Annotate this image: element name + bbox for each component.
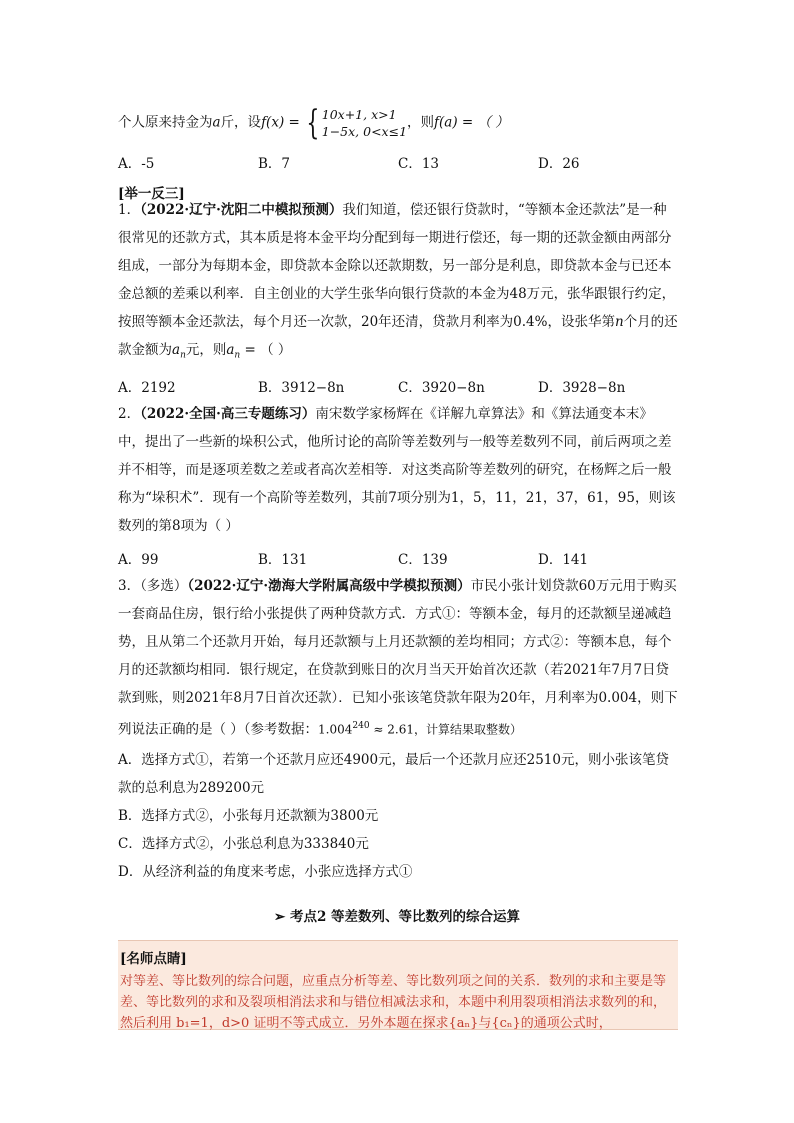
question-2	[118, 400, 678, 540]
function-a: f(a) = （ ）	[434, 114, 509, 131]
function-label: f(x) =	[261, 114, 305, 131]
question-1	[118, 196, 678, 370]
q3-option-b[interactable]: B．选择方式②，小张每月还款额为3800元	[118, 808, 379, 824]
q3-ref-exp: 240	[352, 721, 370, 731]
q3-source: （2022·辽宁·渤海大学附属高级中学模拟预测）	[187, 578, 471, 594]
intro-text-mid: 斤，设	[220, 114, 262, 131]
q3-ref-rest: ≈ 2.61，计算结果取整数）	[369, 722, 522, 737]
q1-blank: = （ ）	[240, 342, 292, 358]
var-a: a	[212, 114, 221, 131]
case-1: 10x+1, x>1	[321, 107, 397, 122]
tip-box-text: 对等差、等比数列的综合问题，应重点分析等差、等比数列项之间的关系．数列的求和主要是等差、等比数列的求和及裂项相消法求和与错位相减法求和，本题中利用裂项相消法求数列的和，然后利用 b₁=1，d>0 证明不等式成立．另外本题在探求{aₙ}与{cₙ}的通项公式时，	[120, 974, 667, 1031]
q3-number: 3．	[118, 578, 141, 594]
intro-option-b[interactable]: B．7	[258, 156, 291, 172]
q3-tag: （多选）	[140, 578, 188, 594]
q3-option-a[interactable]: A．选择方式①，若第一个还款月应还4900元，最后一个还款月应还2510元，则小张该笔贷款的总利息为289200元	[118, 752, 669, 796]
brace-icon: {	[306, 103, 320, 143]
q2-source: （2022·全国·高三专题练习）	[140, 406, 316, 422]
intro-text-after: ，则	[407, 114, 435, 131]
q3-ref-base: 1.004	[318, 722, 353, 737]
tip-box-title: [名师点睛]	[120, 951, 187, 967]
q3-option-c[interactable]: C．选择方式②，小张总利息为333840元	[118, 836, 369, 852]
q1-an: a	[172, 342, 181, 358]
intro-line	[118, 103, 509, 143]
q1-option-d[interactable]: D．3928−8n	[538, 380, 626, 396]
q3-option-d[interactable]: D．从经济利益的角度来考虑，小张应选择方式①	[118, 864, 413, 880]
section-heading: ➢ 考点2 等差数列、等比数列的综合运算	[273, 909, 521, 925]
q1-option-a[interactable]: A．2192	[118, 380, 176, 396]
q2-number: 2．	[118, 406, 141, 422]
q2-option-b[interactable]: B．131	[258, 552, 308, 568]
q3-text: 市民小张计划贷款60万元用于购买一套商品住房，银行给小张提供了两种贷款方式．方式①：等额本金，每月的还款额呈递减趋势，且从第二个还款月开始，每月还款额与上月还款额的差均相同；方式②：等额本息，每个月的还款额均相同．银行规定，在贷款到账日的次月当天开始首次还款（若2021年7月7日贷款到账，则2021年8月7日首次还款）．已知小张该笔贷款年限为20年，月利率为0.004，则下列说法正确的是（ ）（参考数据：	[118, 578, 678, 738]
section-label: [举一反三]	[118, 186, 185, 202]
q1-an2-sub: n	[234, 350, 241, 361]
q1-text3: 元，则	[185, 342, 227, 358]
q1-option-c[interactable]: C．3920−8n	[398, 380, 485, 396]
case-2: 1−5x, 0<x≤1	[321, 124, 408, 139]
intro-text: 个人原来持金为	[118, 114, 213, 131]
intro-option-c[interactable]: C．13	[398, 156, 440, 172]
q1-text: 我们知道，偿还银行贷款时，“等额本金还款法”是一种很常见的还款方式，其本质是将本金平均分配到每一期进行偿还，每一期的还款金额由两部分组成，一部分为每期本金，即贷款本金除以还款期数，另一部分是利息，即贷款本金与已还本金总额的差乘以利率．自主创业的大学生张华向银行贷款的本金为48万元，张华跟银行约定，按照等额本金还款法，每个月还一次款，20年还清，贷款月利率为0.4%，设张华第	[118, 202, 676, 330]
q2-option-c[interactable]: C．139	[398, 552, 448, 568]
q1-an2: a	[226, 342, 235, 358]
piecewise-cases	[322, 106, 407, 140]
tip-box	[118, 940, 678, 1030]
q2-option-d[interactable]: D．141	[538, 552, 589, 568]
q1-option-b[interactable]: B．3912−8n	[258, 380, 345, 396]
q1-text2: 个月的还款金额为	[118, 314, 678, 358]
q1-number: 1．	[118, 202, 141, 218]
q2-option-a[interactable]: A．99	[118, 552, 159, 568]
q1-n: n	[614, 314, 624, 330]
q1-source: （2022·辽宁·沈阳二中模拟预测）	[140, 202, 343, 218]
intro-option-d[interactable]: D．26	[538, 156, 580, 172]
q1-an-sub: n	[180, 350, 186, 361]
intro-option-a[interactable]: A．-5	[118, 156, 155, 172]
q2-text: 南宋数学家杨辉在《详解九章算法》和《算法通变本末》中，提出了一些新的垛积公式，他所讨论的高阶等差数列与一般等差数列不同，前后两项之差并不相等，而是逐项差数之差或者高次差相等．对这类高阶等差数列的研究，在杨辉之后一般称为“垛积术”．现有一个高阶等差数列，其前7项分别为1，5，11，21，37，61，95，则该数列的第8项为（ ）	[118, 406, 676, 534]
question-3	[118, 572, 678, 744]
